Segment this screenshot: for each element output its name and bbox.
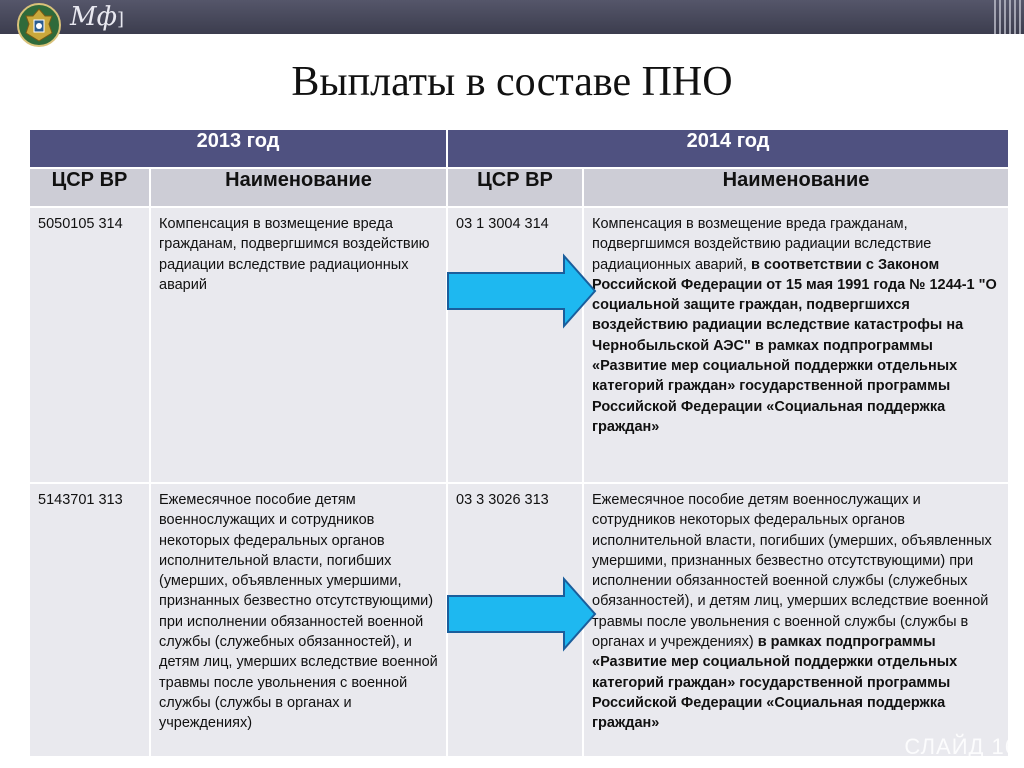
cell-name-2013: Ежемесячное пособие детям военнослужащих и сотрудников некоторых федеральных органов исполнительной власти, погибших (умерших, объявленных умершими, признанных безвестно отсутствующими) при исполнении обязанностей военной службы (служебных обязанностей), и детям лиц, умерших вследствие военной травмы после увольнения с военной службы (службы в органах и учреждениях)	[150, 483, 447, 757]
right-arrow-icon	[446, 576, 598, 652]
col-header-code-2014: ЦСР ВР	[447, 168, 583, 207]
name-bold-text: в рамках подпрограммы «Развитие мер социальной поддержки отдельных категорий граждан» государственной программы Российской Федерации «Социальная поддержка граждан»	[592, 634, 958, 732]
name-bold-text-2: «Развитие мер социальной поддержки отдельных категорий граждан» государственной программы Российской Федерации «Социальная поддержка граждан»	[592, 358, 958, 435]
decorative-stripes	[994, 0, 1024, 34]
top-bar	[0, 0, 1024, 34]
cell-name-2013: Компенсация в возмещение вреда гражданам, подвергшимся воздействию радиации вследствие радиационных аварий	[150, 207, 447, 483]
name-plain-text: Компенсация в возмещение вреда гражданам, подвергшимся воздействию радиации вследствие радиационных аварий,	[592, 216, 932, 273]
right-arrow-icon	[446, 253, 598, 329]
cell-code-2013: 5050105 314	[29, 207, 150, 483]
col-header-name-2013: Наименование	[150, 168, 447, 207]
name-plain-text-2: в рамках подпрограммы	[750, 337, 933, 354]
name-plain-text: Ежемесячное пособие детям военнослужащих и сотрудников некоторых федеральных органов исполнительной власти, погибших (умерших, объявленных умершими, признанных безвестно отсутствующими) при исполнении обязанностей военной службы (служебных обязанностей), и детям лиц, умерших вследствие военной травмы после увольнения с военной службы (службы в органах и учреждениях)	[592, 492, 992, 651]
slide-number-watermark: СЛАЙД 16	[904, 734, 1018, 759]
cell-code-2014: 03 1 3004 314	[447, 207, 583, 483]
column-header-row	[29, 168, 1009, 207]
brand-logo-text: Мф]	[70, 2, 125, 32]
year-2013-header: 2013 год	[29, 129, 447, 168]
col-header-code-2013: ЦСР ВР	[29, 168, 150, 207]
coat-of-arms-emblem-icon	[16, 2, 62, 48]
year-header-row	[29, 129, 1009, 168]
payments-table	[28, 128, 1010, 758]
name-bold-text: в соответствии с Законом Российской Федерации от 15 мая 1991 года № 1244-1 "О социальной защите граждан, подвергшихся воздействию радиации вследствие катастрофы на Чернобыльской АЭС"	[592, 256, 997, 354]
year-2014-header: 2014 год	[447, 129, 1009, 168]
slide-title: Выплаты в составе ПНО	[291, 59, 733, 105]
cell-name-2014	[583, 207, 1009, 483]
cell-code-2014: 03 3 3026 313	[447, 483, 583, 757]
cell-code-2013: 5143701 313	[29, 483, 150, 757]
table-row	[29, 207, 1009, 483]
cell-name-2014	[583, 483, 1009, 757]
col-header-name-2014: Наименование	[583, 168, 1009, 207]
